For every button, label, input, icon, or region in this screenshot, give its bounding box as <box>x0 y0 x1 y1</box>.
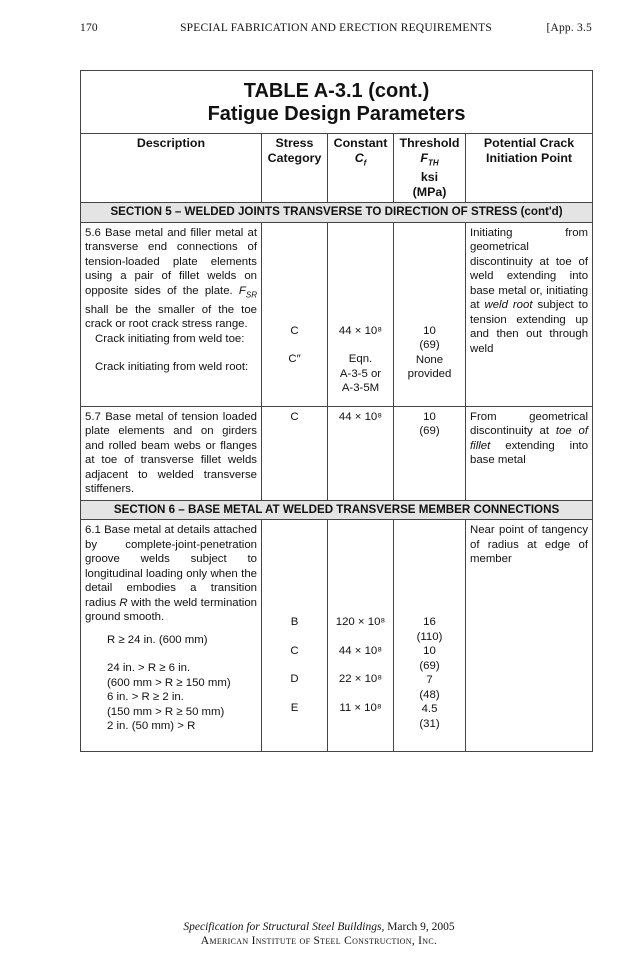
row-5-7-crack-point: From geometrical discontinuity at toe of fillet extending into base metal <box>466 406 593 500</box>
table-title <box>81 71 593 134</box>
row-6-1-threshold: 16 (110) 10 (69) 7 (48) 4.5 (31) <box>394 520 466 752</box>
row-6-1-description: 6.1 Base metal at details attached by complete-joint-penetration groove welds subject to longitudinal loading only when the detail embodies a transition radius R with the weld termination ground smooth. R ≥ 24 in. (600 mm) 24 in. > R ≥ 6 in. (600 mm > R ≥ 150 mm) 6 in. > R ≥ 2 in. (150 mm > R ≥ 50 mm) 2 in. (50 mm) > R <box>81 520 262 752</box>
case-label: 24 in. > R ≥ 6 in. <box>107 662 191 675</box>
row-5-7-threshold: 10 (69) <box>394 406 466 500</box>
table-title-line2: Fatigue Design Parameters <box>207 103 466 125</box>
row-5-6-constant: 44 × 10⁸ Eqn. A-3-5 or A-3-5M <box>328 222 394 406</box>
case-label: R ≥ 24 in. (600 mm) <box>107 633 208 646</box>
col-header-description: Description <box>81 134 262 203</box>
row-5-6-crack-point: Initiating from geometrical discontinuity at toe of weld extending into base metal or, initiating at weld root subject to tension extending up and then out through weld <box>466 222 593 406</box>
row-5-7-constant: 44 × 10⁸ <box>328 406 394 500</box>
case-label: (150 mm > R ≥ 50 mm) <box>107 705 225 718</box>
table-row-5-6 <box>81 222 593 406</box>
fatigue-table <box>80 70 593 752</box>
row-5-7-category: C <box>262 406 328 500</box>
table-title-line1: TABLE A-3.1 (cont.) <box>243 80 430 102</box>
row-5-7-description: 5.7 Base metal of tension loaded plate elements and on girders and rolled beam webs or flanges at toe of transverse fillet welds adjacent to welded transverse stiffeners. <box>81 406 262 500</box>
col-header-constant: Constant $C_f$ <box>328 134 394 203</box>
section-5-heading: SECTION 5 – WELDED JOINTS TRANSVERSE TO DIRECTION OF STRESS (cont'd) <box>81 203 593 223</box>
case-label: 6 in. > R ≥ 2 in. <box>107 691 184 704</box>
col-header-stress-category: Stress Category <box>262 134 328 203</box>
case-label: (600 mm > R ≥ 150 mm) <box>107 676 231 689</box>
row-6-1-constant: 120 × 10⁸ 44 × 10⁸ 22 × 10⁸ 11 × 10⁸ <box>328 520 394 752</box>
section-6-heading: SECTION 6 – BASE METAL AT WELDED TRANSVERSE MEMBER CONNECTIONS <box>81 500 593 520</box>
footer-date: March 9, 2005 <box>384 921 455 933</box>
footer-spec-title: Specification for Structural Steel Buildings, <box>183 921 385 933</box>
row-5-6-threshold: 10 (69) None provided <box>394 222 466 406</box>
page-number: 170 <box>80 22 98 34</box>
running-title: SPECIAL FABRICATION AND ERECTION REQUIREMENTS <box>180 22 492 34</box>
footer-publisher: American Institute of Steel Construction, Inc. <box>200 935 438 947</box>
table-row-6-1 <box>81 520 593 752</box>
case-label: 2 in. (50 mm) > R <box>107 720 196 733</box>
appendix-reference: [App. 3.5 <box>546 22 592 34</box>
col-header-threshold: Threshold $F_{TH}$ ksi (MPa) <box>394 134 466 203</box>
row-6-1-category: B C D E <box>262 520 328 752</box>
table-row-5-7 <box>81 406 593 500</box>
col-header-crack-point: Potential Crack Initiation Point <box>466 134 593 203</box>
row-5-6-description: 5.6 Base metal and filler metal at transverse end connections of tension-loaded plate elements using a pair of fillet welds on opposite sides of the plate. $F_{SR}$ shall be the smaller of the toe crack or root crack stress range. Crack initiating from weld toe: Crack initiating from weld root: <box>81 222 262 406</box>
row-5-6-root-label: Crack initiating from weld root: <box>95 361 249 374</box>
column-header-row <box>81 134 593 203</box>
page-footer <box>0 920 638 948</box>
row-6-1-crack-point: Near point of tangency of radius at edge of member <box>466 520 593 752</box>
row-5-6-category: C C″ <box>262 222 328 406</box>
row-5-6-toe-label: Crack initiating from weld toe: <box>95 332 245 345</box>
